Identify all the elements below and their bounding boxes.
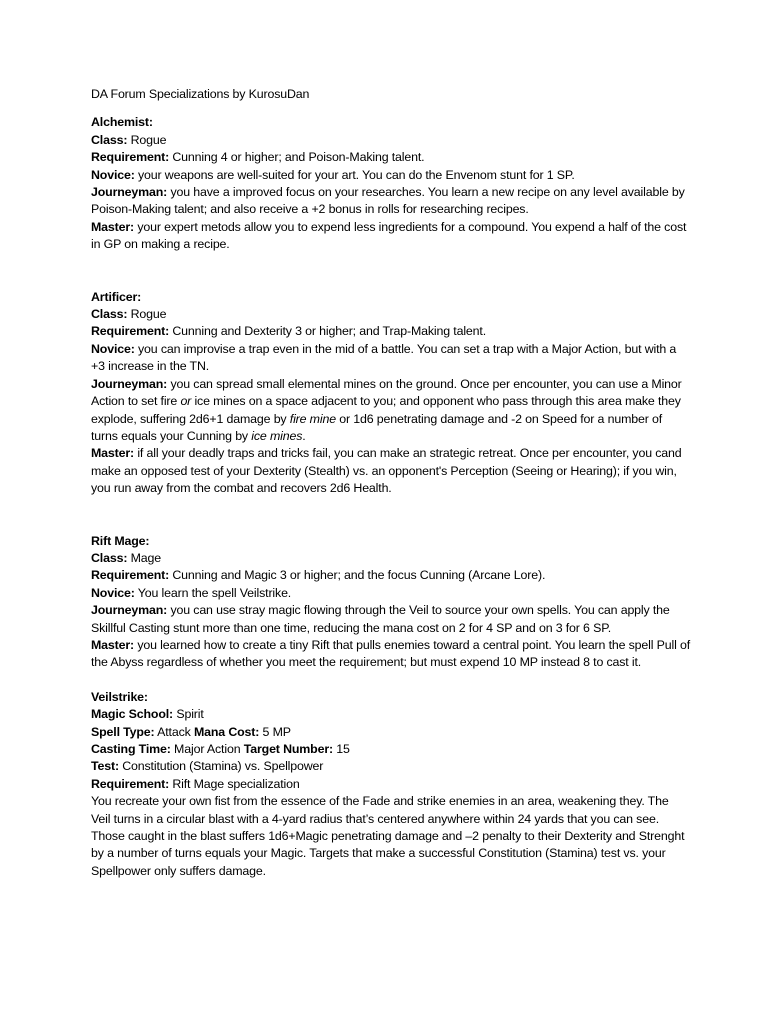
novice-value: You learn the spell Veilstrike.: [134, 585, 292, 600]
test-value: Constitution (Stamina) vs. Spellpower: [118, 759, 324, 774]
journeyman-value: you can use stray magic flowing through the Veil to source your own spells. You can apply the Skillful Casting stunt more than one time, reducing the mana cost on 2 for 4 SP and on 3 for 6 SP.: [91, 603, 670, 635]
requirement-value: Cunning and Magic 3 or higher; and the focus Cunning (Arcane Lore).: [169, 568, 546, 583]
document-page: [91, 86, 691, 880]
novice-label: Novice:: [91, 167, 135, 182]
alchemist-class: [91, 132, 691, 149]
veilstrike-description: You recreate your own fist from the essence of the Fade and strike enemies in an area, weakening they. The Veil turns in a circular blast with a 4-yard radius that’s centered anywhere within 24 yards that you can see. Those caught in the blast suffers 1d6+Magic penetrating damage and –2 penalty to their Dexterity and Strenght by a number of turns equals your Magic. Targets that make a successful Constitution (Stamina) test vs. your Spellpower only suffers damage.: [91, 794, 685, 878]
class-label: Class:: [91, 550, 128, 565]
artificer-novice: [91, 341, 691, 376]
journeyman-label: Journeyman:: [91, 376, 168, 391]
test-label: Test:: [91, 759, 119, 774]
requirement-value: Cunning and Dexterity 3 or higher; and Trap-Making talent.: [169, 324, 486, 339]
alchemist-master: [91, 219, 691, 254]
journeyman-value: you have a improved focus on your researches. You learn a new recipe on any level available by Poison-Making talent; and also receive a +2 bonus in rolls for researching recipes.: [91, 185, 685, 217]
journeyman-text-3: or 1d6 penetrating damage and -2 on Speed for a number of turns equals your Cunning by: [91, 411, 663, 443]
novice-label: Novice:: [91, 341, 135, 356]
alchemist-requirement: [91, 149, 691, 166]
veilstrike-school: [91, 706, 691, 723]
rift-mage-novice: [91, 585, 691, 602]
master-label: Master:: [91, 219, 135, 234]
spell-type-label: Spell Type:: [91, 724, 155, 739]
alchemist-journeyman: [91, 184, 691, 219]
class-value: Rogue: [127, 132, 167, 147]
journeyman-text-4: .: [302, 428, 306, 443]
master-value: your expert metods allow you to expend less ingredients for a compound. You expend a half of the cost in GP on making a recipe.: [91, 219, 687, 252]
requirement-value: Rift Mage specialization: [169, 776, 300, 791]
artificer-heading: Artificer:: [91, 289, 142, 304]
mana-cost-value: 5 MP: [259, 724, 291, 739]
journeyman-text-1: you can spread small elemental mines on the ground. Once per encounter, you can use a Minor Action to set fire: [91, 376, 682, 409]
artificer-class: [91, 306, 691, 323]
journeyman-label: Journeyman:: [91, 603, 168, 618]
veilstrike-requirement: [91, 776, 691, 793]
target-number-value: 15: [332, 742, 350, 756]
section-spacer: [91, 498, 691, 533]
class-value: Rogue: [127, 307, 167, 322]
veilstrike-section: [91, 689, 691, 880]
rift-mage-section: [91, 533, 691, 672]
master-value: you learned how to create a tiny Rift that pulls enemies toward a central point. You learn the spell Pull of the Abyss regardless of whether you meet the requirement; but must expend 10 MP instead 8 to cast it.: [91, 637, 691, 670]
veilstrike-heading: Veilstrike:: [91, 689, 148, 704]
casting-time-value: Major Action: [170, 742, 244, 756]
master-value: if all your deadly traps and tricks fail, you can make an strategic retreat. Once per encounter, you cand make an opposed test of your Dexterity (Stealth) vs. an opponent's Perception (Seeing or Hearing); if you win, you run away from the combat and recovers 2d6 Health.: [91, 446, 682, 496]
veilstrike-type-cost: [91, 724, 691, 741]
journeyman-label: Journeyman:: [91, 185, 168, 200]
veilstrike-test: [91, 758, 691, 775]
artificer-section: [91, 289, 691, 498]
journeyman-or: or: [180, 394, 192, 409]
target-number-label: Target Number:: [243, 742, 333, 756]
alchemist-section: [91, 114, 691, 253]
rift-mage-journeyman: [91, 602, 691, 637]
artificer-requirement: [91, 323, 691, 340]
class-label: Class:: [91, 132, 128, 147]
master-label: Master:: [91, 637, 135, 652]
document-title: DA Forum Specializations by KurosuDan: [91, 87, 310, 101]
requirement-label: Requirement:: [91, 324, 170, 339]
rift-mage-requirement: [91, 567, 691, 584]
section-spacer: [91, 254, 691, 289]
journeyman-text-2: ice mines on a space adjacent to you; and opponent who pass through this area make they explode, suffering 2d6+1 damage by: [91, 394, 681, 426]
alchemist-novice: [91, 167, 691, 184]
alchemist-heading: Alchemist:: [91, 115, 153, 130]
requirement-label: Requirement:: [91, 150, 170, 165]
requirement-label: Requirement:: [91, 568, 170, 583]
requirement-label: Requirement:: [91, 776, 170, 791]
novice-label: Novice:: [91, 585, 135, 600]
novice-value: your weapons are well-suited for your art. You can do the Envenom stunt for 1 SP.: [134, 167, 575, 182]
mana-cost-label: Mana Cost:: [193, 724, 260, 739]
school-label: Magic School:: [91, 707, 174, 722]
journeyman-fire-mine: fire mine: [289, 411, 336, 426]
spell-type-value: Attack: [154, 724, 194, 739]
rift-mage-heading: Rift Mage:: [91, 533, 150, 548]
section-spacer: [91, 672, 691, 689]
class-label: Class:: [91, 307, 128, 322]
artificer-journeyman: [91, 376, 691, 446]
artificer-master: [91, 445, 691, 497]
veilstrike-time-tn: [91, 741, 691, 758]
school-value: Spirit: [173, 707, 204, 722]
requirement-value: Cunning 4 or higher; and Poison-Making talent.: [169, 150, 425, 165]
novice-value: you can improvise a trap even in the mid of a battle. You can set a trap with a Major Action, but with a +3 increase in the TN.: [91, 341, 677, 374]
rift-mage-class: [91, 550, 691, 567]
master-label: Master:: [91, 446, 135, 461]
journeyman-ice-mines: ice mines: [251, 428, 303, 443]
casting-time-label: Casting Time:: [91, 742, 171, 756]
class-value: Mage: [127, 550, 161, 565]
rift-mage-master: [91, 637, 691, 672]
